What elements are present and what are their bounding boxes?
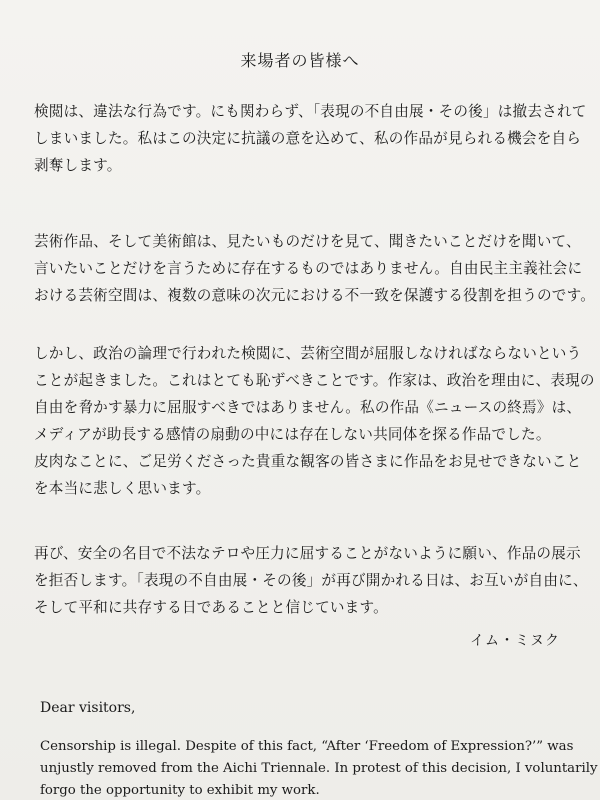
english-line: Censorship is illegal. Despite of this fact, “After ‘Freedom of Expression?’” was [40,739,574,754]
paragraph-line: を本当に悲しく思います。 [34,480,211,497]
paragraph-line: 再び、安全の名目で不法なテロや圧力に屈することがないように願い、作品の展示 [34,545,581,562]
paragraph-politics [34,340,595,502]
paragraph-line: ことが起きました。これはとても恥ずべきことです。作家は、政治を理由に、表現の [34,372,595,389]
paragraph-censorship [34,98,587,179]
paragraph-line: 芸術作品、そして美術館は、見たいものだけを見て、聞きたいことだけを聞いて、 [34,233,581,250]
paragraph-line: 言いたいことだけを言うために存在するものではありません。自由民主主義社会に [34,260,583,277]
paragraph-line: メディアが助長する感情の扇動の中には存在しない共同体を探る作品でした。 [34,426,551,443]
english-paragraph [40,736,598,800]
paragraph-line: しかし、政治の論理で行われた検閲に、芸術空間が屈服しなければならないという [34,345,582,362]
notice-title: 来場者の皆様へ [240,51,360,70]
paragraph-line: 皮肉なことに、ご足労くださった貴重な観客の皆さまに作品をお見せできないこと [34,453,582,470]
paragraph-line: おける芸術空間は、複数の意味の次元における不一致を保護する役割を担うのです。 [34,287,595,304]
paragraph-line: 剥奪します。 [34,157,122,174]
paragraph-line: 自由を脅かす暴力に屈服すべきではありません。私の作品《ニュースの終焉》は、 [34,399,582,416]
paragraph-line: 検閲は、違法な行為です。にも関わらず、「表現の不自由展・その後」は撤去されて [34,103,587,120]
paragraph-art-space [34,228,595,309]
paragraph-line: を拒否します。「表現の不自由展・その後」が再び開かれる日は、お互いが自由に、 [34,572,588,589]
english-line: forgo the opportunity to exhibit my work. [40,783,320,798]
paragraph-refusal [34,540,588,621]
author-signature: イム・ミヌク [470,633,560,649]
paragraph-line: しまいました。私はこの決定に抗議の意を込めて、私の作品が見られる機会を自ら [34,130,582,147]
english-line: unjustly removed from the Aichi Triennale. In protest of this decision, I voluntarily [40,761,598,776]
english-greeting: Dear visitors, [40,700,136,716]
paragraph-line: そして平和に共存する日であることと信じています。 [34,599,388,616]
